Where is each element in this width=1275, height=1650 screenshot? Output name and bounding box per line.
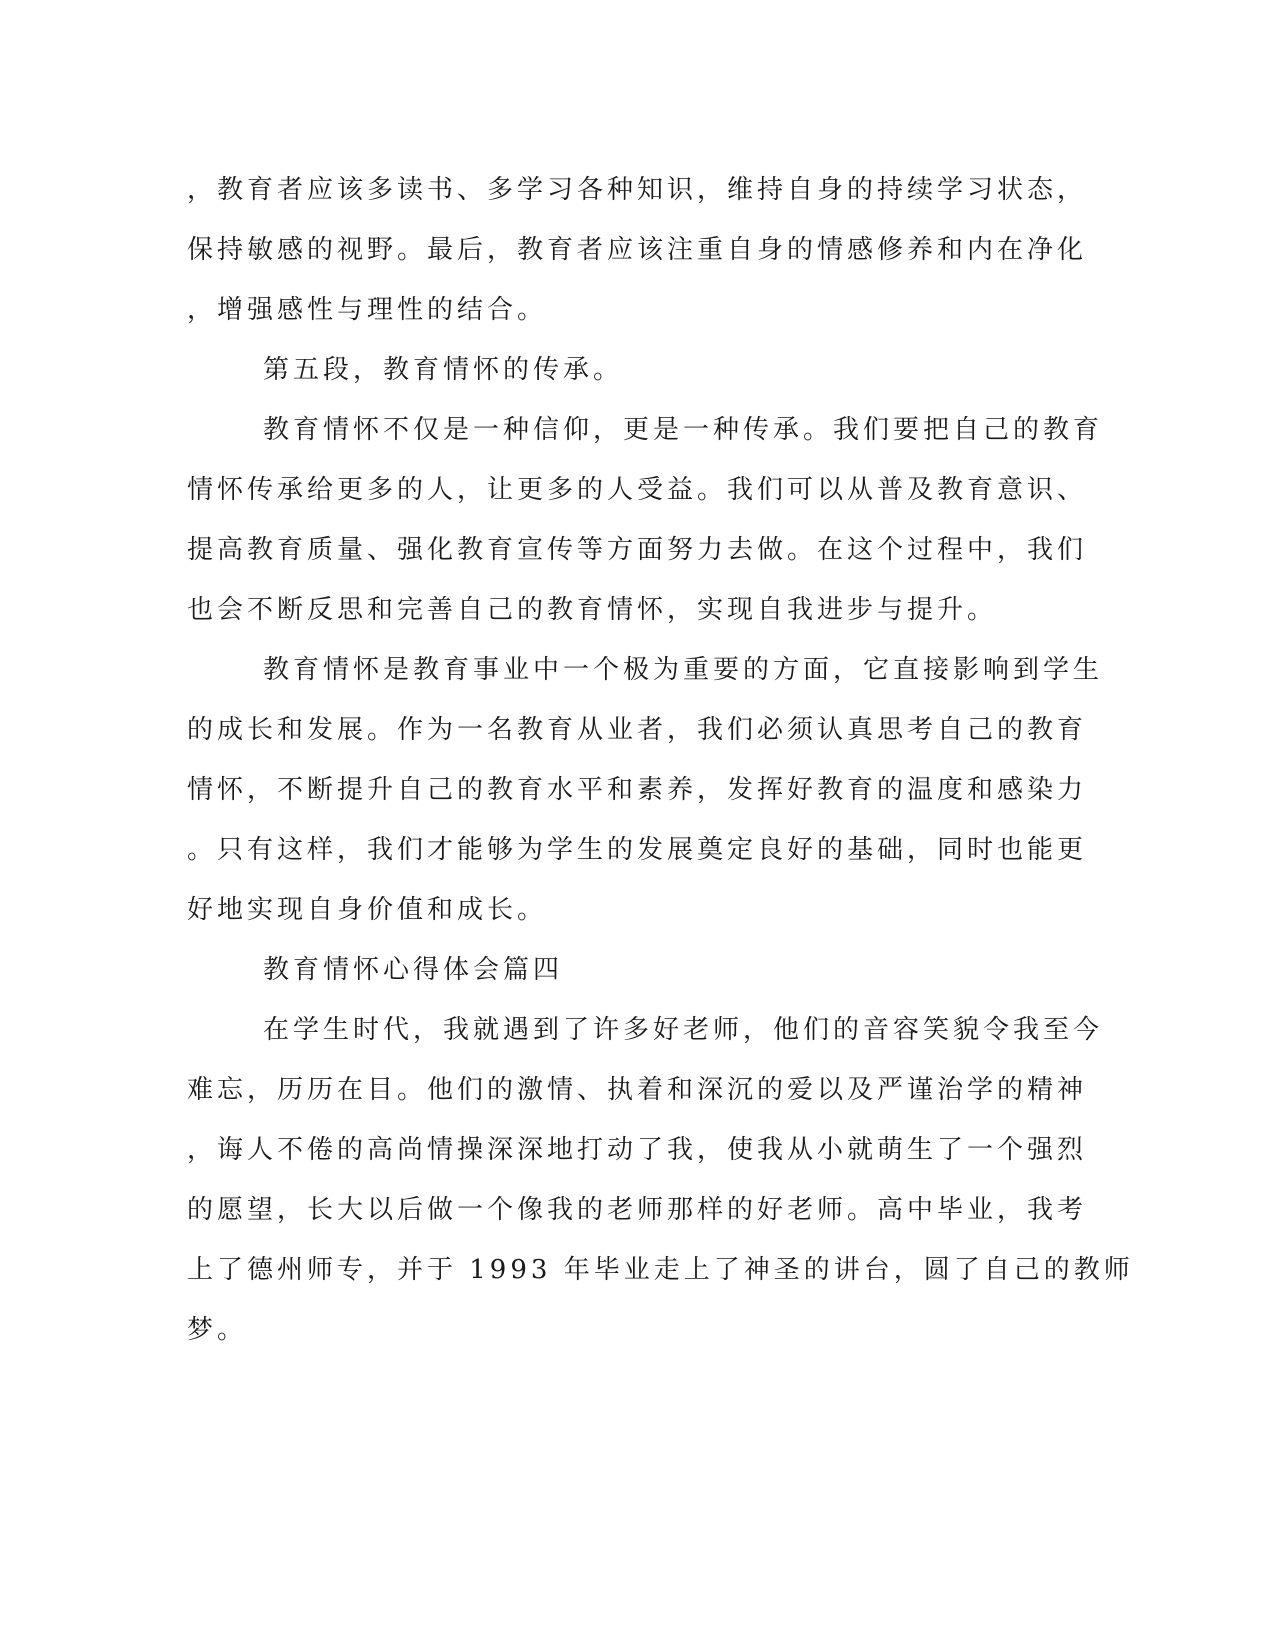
paragraph-line: 教育情怀是教育事业中一个极为重要的方面，它直接影响到学生 xyxy=(263,655,1104,685)
paragraph-line: 梦。 xyxy=(187,1315,248,1345)
document-body xyxy=(187,160,1134,1360)
paragraph-line: 。只有这样，我们才能够为学生的发展奠定良好的基础，同时也能更 xyxy=(187,835,1088,865)
paragraph-line: 情怀，不断提升自己的教育水平和素养，发挥好教育的温度和感染力 xyxy=(187,775,1088,805)
paragraph-line: 的成长和发展。作为一名教育从业者，我们必须认真思考自己的教育 xyxy=(187,715,1088,745)
paragraph-line: ，诲人不倦的高尚情操深深地打动了我，使我从小就萌生了一个强烈 xyxy=(187,1135,1088,1165)
paragraph-line: 在学生时代，我就遇到了许多好老师，他们的音容笑貌令我至今 xyxy=(263,1015,1104,1045)
paragraph-line: ，教育者应该多读书、多学习各种知识，维持自身的持续学习状态， xyxy=(187,175,1088,205)
section-heading: 第五段，教育情怀的传承。 xyxy=(263,355,624,385)
paragraph-line: 教育情怀不仅是一种信仰，更是一种传承。我们要把自己的教育 xyxy=(263,415,1104,445)
paragraph-line: 情怀传承给更多的人，让更多的人受益。我们可以从普及教育意识、 xyxy=(187,475,1088,505)
paragraph-line: 也会不断反思和完善自己的教育情怀，实现自我进步与提升。 xyxy=(187,595,998,625)
paragraph-line: 上了德州师专，并于 1993 年毕业走上了神圣的讲台，圆了自己的教师 xyxy=(187,1255,1134,1285)
paragraph-line: 保持敏感的视野。最后，教育者应该注重自身的情感修养和内在净化 xyxy=(187,235,1088,265)
paragraph-line: 好地实现自身价值和成长。 xyxy=(187,895,548,925)
paragraph-line: ，增强感性与理性的结合。 xyxy=(187,295,548,325)
paragraph-line: 难忘，历历在目。他们的激情、执着和深沉的爱以及严谨治学的精神 xyxy=(187,1075,1088,1105)
section-heading: 教育情怀心得体会篇四 xyxy=(263,955,564,985)
paragraph-line: 的愿望，长大以后做一个像我的老师那样的好老师。高中毕业，我考 xyxy=(187,1195,1088,1225)
paragraph-line: 提高教育质量、强化教育宣传等方面努力去做。在这个过程中，我们 xyxy=(187,535,1088,565)
